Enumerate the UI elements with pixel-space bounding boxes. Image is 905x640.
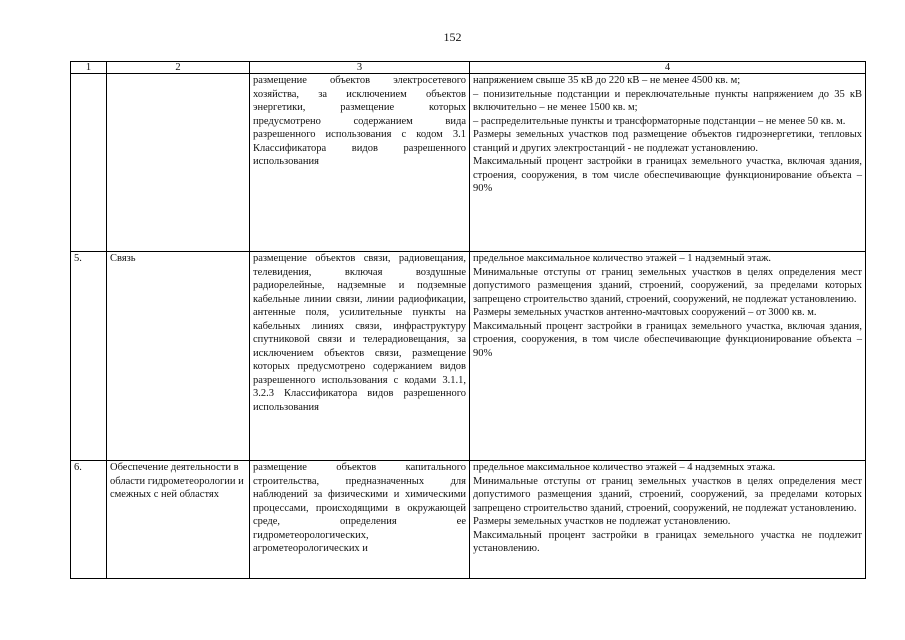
- row-parameters: [470, 461, 866, 579]
- table-header-row: [71, 62, 866, 74]
- row-description: размещение объектов капитального строительства, предназначенных для наблюдений за физическими и химическими процессами, происходящими в окружающей среде, определения ее гидрометеорологических, агрометеорологических и: [250, 461, 470, 579]
- parameter-line: Размеры земельных участков не подлежат установлению.: [473, 516, 731, 527]
- parameter-line: Максимальный процент застройки в границах земельного участка не подлежит установлению.: [473, 529, 862, 554]
- header-cell: 3: [250, 62, 470, 74]
- parameter-line: Размеры земельных участков под размещение объектов гидроэнергетики, тепловых станций и других электростанций - не подлежат установлению.: [473, 129, 862, 154]
- parameter-line: Размеры земельных участков антенно-мачтовых сооружений – от 3000 кв. м.: [473, 307, 817, 318]
- table-row: [71, 461, 866, 579]
- row-description: размещение объектов связи, радиовещания, телевидения, включая воздушные радиорелейные, надземные и подземные кабельные линии связи, линии радиофикации, антенные поля, усилительные пункты на кабельных линиях связи, инфраструктуру спутниковой связи и телерадиовещания, за исключением объектов связи, размещение которых предусмотрено содержанием видов разрешенного использования с кодами 3.1.1, 3.2.3 Классификатора видов разрешенного использования: [250, 252, 470, 461]
- row-parameters: [470, 252, 866, 461]
- row-name: Связь: [107, 252, 250, 461]
- parameter-line: Минимальные отступы от границ земельных участков в целях определения мест допустимого размещения зданий, строений, сооружений, за пределами которых запрещено строительство зданий, строений, сооружений, не подлежат установлению.: [473, 475, 862, 514]
- row-number: [71, 74, 107, 252]
- parameter-line: Максимальный процент застройки в границах земельного участка, включая здания, строения, сооружения, в том числе обеспечивающие функционирование объекта – 90%: [473, 320, 862, 359]
- row-name: [107, 74, 250, 252]
- page-number: 152: [443, 30, 462, 44]
- parameter-line: предельное максимальное количество этажей – 4 надземных этажа.: [473, 462, 776, 473]
- parameter-line: – понизительные подстанции и переключательные пункты напряжением до 35 кВ включительно – не менее 1500 кв. м;: [473, 88, 862, 113]
- header-cell: 2: [107, 62, 250, 74]
- header-cell: 1: [71, 62, 107, 74]
- table-row: [71, 252, 866, 461]
- row-number: 6.: [71, 461, 107, 579]
- row-parameters: [470, 74, 866, 252]
- parameter-line: Минимальные отступы от границ земельных участков в целях определения мест допустимого размещения зданий, строений, сооружений, за пределами которых запрещено строительство зданий, строений, сооружений, не подлежат установлению.: [473, 266, 862, 305]
- header-cell: 4: [470, 62, 866, 74]
- parameter-line: предельное максимальное количество этажей – 1 надземный этаж.: [473, 253, 771, 264]
- parameter-line: напряжением свыше 35 кВ до 220 кВ – не менее 4500 кв. м;: [473, 75, 741, 86]
- row-number: 5.: [71, 252, 107, 461]
- table-row: [71, 74, 866, 252]
- parameter-line: Максимальный процент застройки в границах земельного участка, включая здания, строения, сооружения, в том числе обеспечивающие функционирование объекта – 90%: [473, 156, 862, 194]
- row-name: Обеспечение деятельности в области гидрометеорологии и смежных с ней областях: [107, 461, 250, 579]
- row-description: размещение объектов электросетевого хозяйства, за исключением объектов энергетики, размещение которых предусмотрено содержанием вида разрешенного использования с кодом 3.1 Классификатора видов разрешенного использования: [250, 74, 470, 252]
- parameter-line: – распределительные пункты и трансформаторные подстанции – не менее 50 кв. м.: [473, 115, 846, 127]
- regulations-table: [70, 61, 866, 579]
